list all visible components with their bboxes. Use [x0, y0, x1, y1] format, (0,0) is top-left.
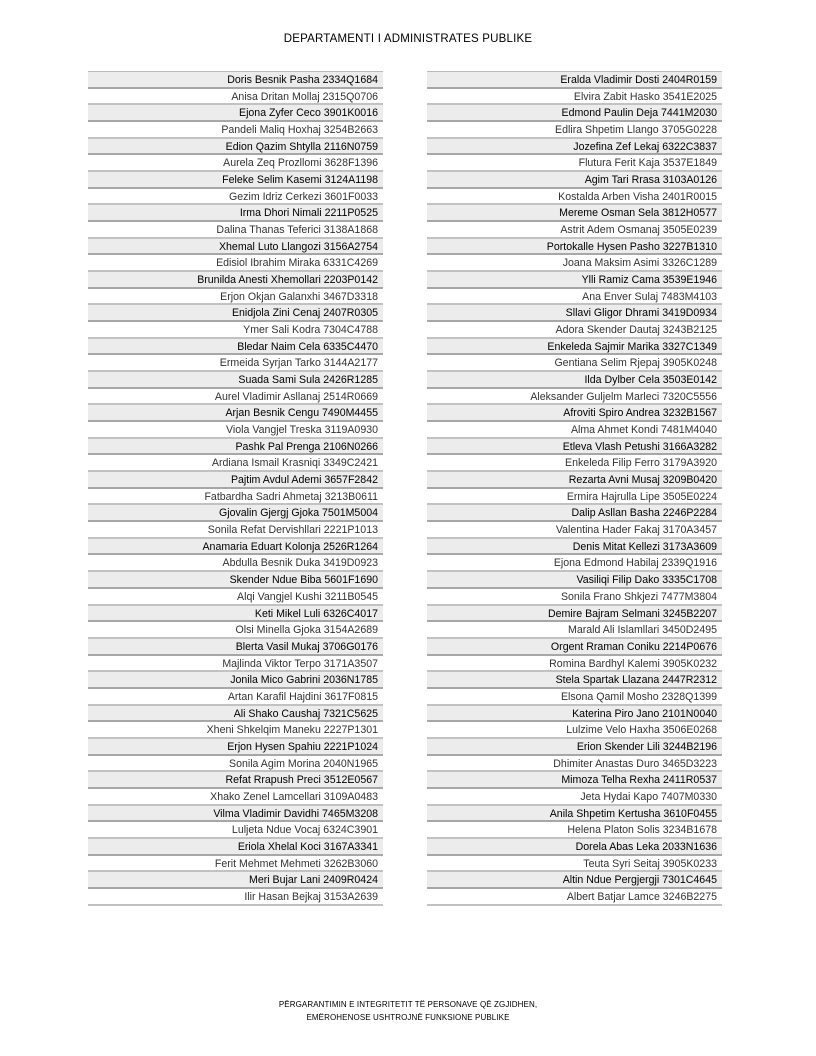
list-item: Teuta Syri Seitaj 3905K0233	[427, 856, 722, 873]
list-item: Gezim Idriz Cerkezi 3601F0033	[88, 189, 383, 206]
list-item: Ferit Mehmet Mehmeti 3262B3060	[88, 856, 383, 873]
list-item: Mimoza Telha Rexha 2411R0537	[427, 772, 722, 789]
list-item: Skender Ndue Biba 5601F1690	[88, 572, 383, 589]
list-item: Flutura Ferit Kaja 3537E1849	[427, 155, 722, 172]
list-item: Elvira Zabit Hasko 3541E2025	[427, 89, 722, 106]
list-item: Dalina Thanas Teferici 3138A1868	[88, 222, 383, 239]
list-item: Dalip Asllan Basha 2246P2284	[427, 505, 722, 522]
list-item: Anamaria Eduart Kolonja 2526R1264	[88, 539, 383, 556]
list-item: Luljeta Ndue Vocaj 6324C3901	[88, 822, 383, 839]
list-item: Edion Qazim Shtylla 2116N0759	[88, 139, 383, 156]
list-item: Sllavi Gligor Dhrami 3419D0934	[427, 305, 722, 322]
list-item: Eralda Vladimir Dosti 2404R0159	[427, 72, 722, 89]
list-item: Dhimiter Anastas Duro 3465D3223	[427, 756, 722, 773]
list-item: Portokalle Hysen Pasho 3227B1310	[427, 239, 722, 256]
list-item: Pajtim Avdul Ademi 3657F2842	[88, 472, 383, 489]
list-item: Pandeli Maliq Hoxhaj 3254B2663	[88, 122, 383, 139]
list-item: Stela Spartak Llazana 2447R2312	[427, 672, 722, 689]
list-item: Blerta Vasil Mukaj 3706G0176	[88, 639, 383, 656]
list-item: Jeta Hydai Kapo 7407M0330	[427, 789, 722, 806]
list-item: Arjan Besnik Cengu 7490M4455	[88, 405, 383, 422]
list-item: Fatbardha Sadri Ahmetaj 3213B0611	[88, 489, 383, 506]
list-item: Feleke Selim Kasemi 3124A1198	[88, 172, 383, 189]
list-item: Brunilda Anesti Xhemollari 2203P0142	[88, 272, 383, 289]
list-item: Ermira Hajrulla Lipe 3505E0224	[427, 489, 722, 506]
list-item: Majlinda Viktor Terpo 3171A3507	[88, 656, 383, 673]
list-item: Dorela Abas Leka 2033N1636	[427, 839, 722, 856]
list-item: Adora Skender Dautaj 3243B2125	[427, 322, 722, 339]
list-item: Elsona Qamil Mosho 2328Q1399	[427, 689, 722, 706]
list-item: Suada Sami Sula 2426R1285	[88, 372, 383, 389]
list-item: Jonila Mico Gabrini 2036N1785	[88, 672, 383, 689]
list-item: Etleva Vlash Petushi 3166A3282	[427, 439, 722, 456]
list-item: Eriola Xhelal Koci 3167A3341	[88, 839, 383, 856]
list-item: Viola Vangjel Treska 3119A0930	[88, 422, 383, 439]
list-item: Olsi Minella Gjoka 3154A2689	[88, 622, 383, 639]
list-item: Aurela Zeq Prozllomi 3628F1396	[88, 155, 383, 172]
list-item: Erjon Okjan Galanxhi 3467D3318	[88, 289, 383, 306]
list-item: Aurel Vladimir Asllanaj 2514R0669	[88, 389, 383, 406]
list-item: Denis Mitat Kellezi 3173A3609	[427, 539, 722, 556]
list-item: Edisiol Ibrahim Miraka 6331C4269	[88, 255, 383, 272]
list-item: Abdulla Besnik Duka 3419D0923	[88, 555, 383, 572]
list-item: Anila Shpetim Kertusha 3610F0455	[427, 806, 722, 823]
list-item: Erion Skender Lili 3244B2196	[427, 739, 722, 756]
list-item: Altin Ndue Pergjergji 7301C4645	[427, 872, 722, 889]
list-item: Orgent Rraman Coniku 2214P0676	[427, 639, 722, 656]
list-item: Vilma Vladimir Davidhi 7465M3208	[88, 806, 383, 823]
right-name-list	[427, 71, 722, 906]
list-item: Enkeleda Filip Ferro 3179A3920	[427, 455, 722, 472]
list-item: Astrit Adem Osmanaj 3505E0239	[427, 222, 722, 239]
list-item: Mereme Osman Sela 3812H0577	[427, 205, 722, 222]
list-item: Xheni Shkelqim Maneku 2227P1301	[88, 722, 383, 739]
list-item: Refat Rrapush Preci 3512E0567	[88, 772, 383, 789]
list-item: Gentiana Selim Rjepaj 3905K0248	[427, 355, 722, 372]
list-item: Edmond Paulin Deja 7441M2030	[427, 105, 722, 122]
list-item: Aleksander Guljelm Marleci 7320C5556	[427, 389, 722, 406]
list-item: Ilir Hasan Bejkaj 3153A2639	[88, 889, 383, 906]
list-item: Pashk Pal Prenga 2106N0266	[88, 439, 383, 456]
footer-line-1: PËRGARANTIMIN E INTEGRITETIT TË PERSONAVE QË ZGJIDHEN,	[278, 1000, 538, 1009]
list-item: Ymer Sali Kodra 7304C4788	[88, 322, 383, 339]
list-item: Agim Tari Rrasa 3103A0126	[427, 172, 722, 189]
list-item: Enidjola Zini Cenaj 2407R0305	[88, 305, 383, 322]
list-item: Valentina Hader Fakaj 3170A3457	[427, 522, 722, 539]
list-item: Kostalda Arben Visha 2401R0015	[427, 189, 722, 206]
list-item: Xhako Zenel Lamcellari 3109A0483	[88, 789, 383, 806]
list-item: Alqi Vangjel Kushi 3211B0545	[88, 589, 383, 606]
list-item: Doris Besnik Pasha 2334Q1684	[88, 72, 383, 89]
page-title: DEPARTAMENTI I ADMINISTRATES PUBLIKE	[283, 33, 533, 45]
footer-line-2: EMËROHENOSE USHTROJNË FUNKSIONE PUBLIKE	[306, 1013, 510, 1022]
list-item: Demire Bajram Selmani 3245B2207	[427, 606, 722, 623]
list-item: Ejona Zyfer Ceco 3901K0016	[88, 105, 383, 122]
list-item: Ardiana Ismail Krasniqi 3349C2421	[88, 455, 383, 472]
list-item: Marald Ali Islamllari 3450D2495	[427, 622, 722, 639]
list-item: Enkeleda Sajmir Marika 3327C1349	[427, 339, 722, 356]
list-item: Gjovalin Gjergj Gjoka 7501M5004	[88, 505, 383, 522]
list-item: Xhemal Luto Llangozi 3156A2754	[88, 239, 383, 256]
list-item: Meri Bujar Lani 2409R0424	[88, 872, 383, 889]
list-item: Ilda Dylber Cela 3503E0142	[427, 372, 722, 389]
list-item: Ana Enver Sulaj 7483M4103	[427, 289, 722, 306]
page-footer	[0, 998, 816, 1024]
list-item: Sonila Frano Shkjezi 7477M3804	[427, 589, 722, 606]
list-item: Bledar Naim Cela 6335C4470	[88, 339, 383, 356]
list-item: Albert Batjar Lamce 3246B2275	[427, 889, 722, 906]
list-item: Lulzime Velo Haxha 3506E0268	[427, 722, 722, 739]
list-item: Afroviti Spiro Andrea 3232B1567	[427, 405, 722, 422]
list-item: Keti Mikel Luli 6326C4017	[88, 606, 383, 623]
left-name-list	[88, 71, 383, 906]
list-item: Joana Maksim Asimi 3326C1289	[427, 255, 722, 272]
list-item: Erjon Hysen Spahiu 2221P1024	[88, 739, 383, 756]
list-item: Artan Karafil Hajdini 3617F0815	[88, 689, 383, 706]
list-item: Katerina Piro Jano 2101N0040	[427, 706, 722, 723]
list-item: Sonila Refat Dervishllari 2221P1013	[88, 522, 383, 539]
list-item: Ali Shako Caushaj 7321C5625	[88, 706, 383, 723]
list-item: Vasiliqi Filip Dako 3335C1708	[427, 572, 722, 589]
list-item: Ylli Ramiz Cama 3539E1946	[427, 272, 722, 289]
list-item: Sonila Agim Morina 2040N1965	[88, 756, 383, 773]
list-item: Helena Platon Solis 3234B1678	[427, 822, 722, 839]
list-item: Anisa Dritan Mollaj 2315Q0706	[88, 89, 383, 106]
list-item: Irma Dhori Nimali 2211P0525	[88, 205, 383, 222]
list-item: Jozefina Zef Lekaj 6322C3837	[427, 139, 722, 156]
list-item: Ermeida Syrjan Tarko 3144A2177	[88, 355, 383, 372]
list-item: Edlira Shpetim Llango 3705G0228	[427, 122, 722, 139]
list-item: Romina Bardhyl Kalemi 3905K0232	[427, 656, 722, 673]
list-item: Alma Ahmet Kondi 7481M4040	[427, 422, 722, 439]
list-item: Rezarta Avni Musaj 3209B0420	[427, 472, 722, 489]
list-item: Ejona Edmond Habilaj 2339Q1916	[427, 555, 722, 572]
